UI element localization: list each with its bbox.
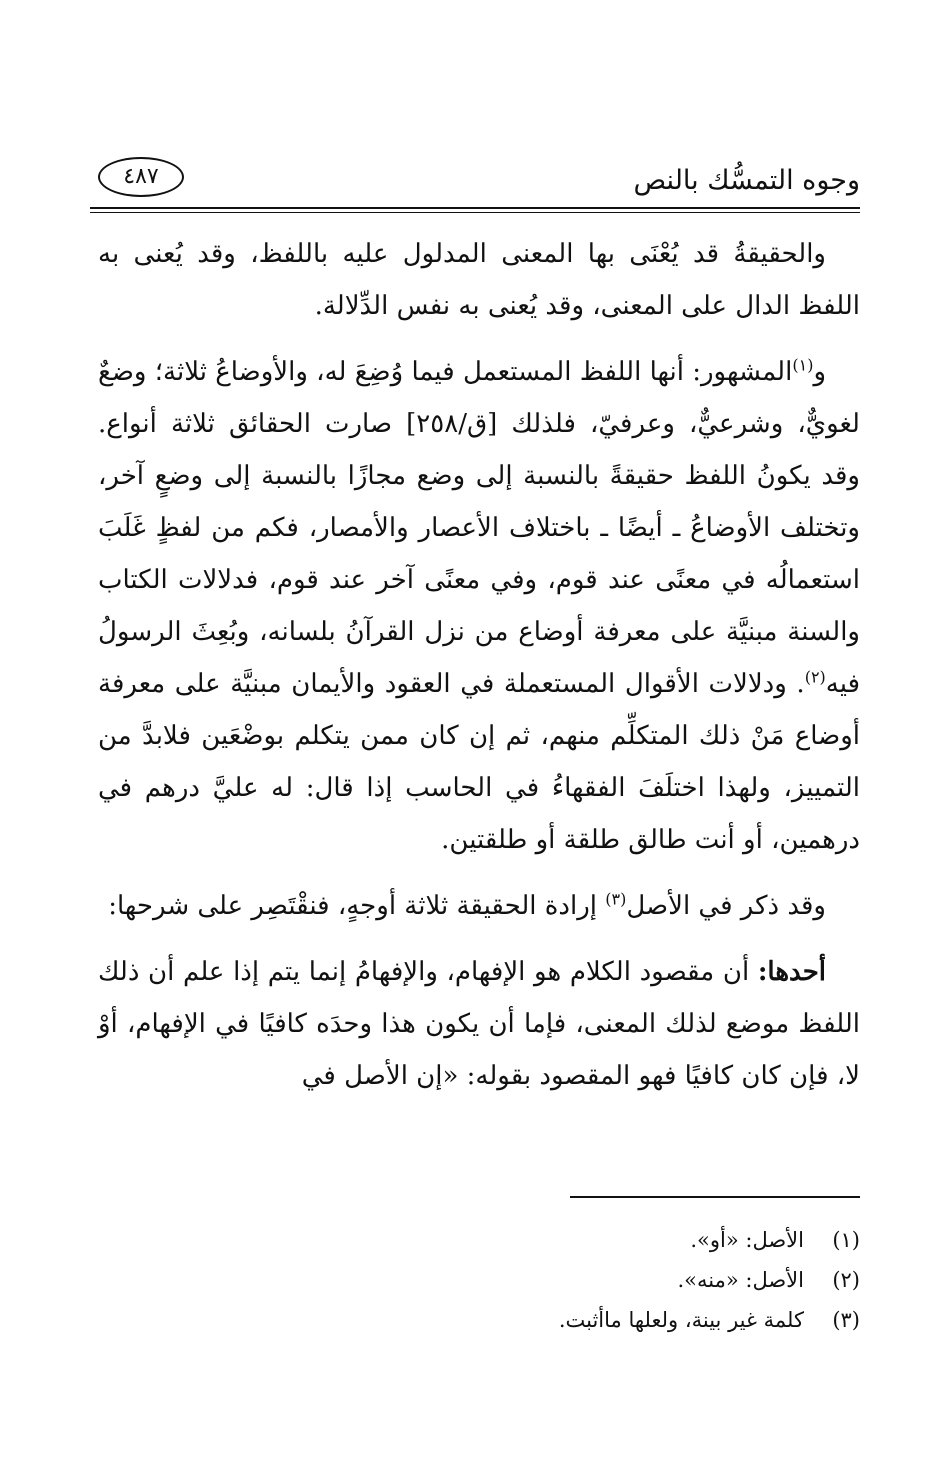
footnote-divider — [570, 1196, 860, 1198]
paragraph-3 — [98, 880, 860, 932]
paragraph-2 — [98, 346, 860, 866]
footnotes — [300, 1220, 860, 1340]
paragraph-1: والحقيقةُ قد يُعْنَى بها المعنى المدلول عليه باللفظ، وقد يُعنى به اللفظ الدال على المعنى، وقد يُعنى به نفس الدِّلالة. — [98, 239, 860, 321]
page-number: ٤٨٧ — [123, 164, 159, 189]
main-text — [98, 228, 860, 1102]
footnote-number: (٣) — [832, 1308, 860, 1332]
footnote-item — [300, 1300, 860, 1340]
header-divider-thick — [90, 207, 860, 209]
footnote-ref-1: (١) — [792, 355, 814, 375]
footnote-ref-2: (٢) — [804, 667, 826, 687]
running-title: وجوه التمسُّك بالنص — [633, 165, 860, 196]
footnote-text: الأصل: «أو». — [690, 1228, 804, 1252]
paragraph-4 — [98, 946, 860, 1102]
footnote-item — [300, 1260, 860, 1300]
footnote-text: الأصل: «منه». — [677, 1268, 804, 1292]
header-divider-thin — [90, 212, 860, 213]
paragraph-2-middle: المشهور: أنها اللفظ المستعمل فيما وُضِعَ له، والأوضاعُ ثلاثة؛ وضعٌ لغويٌّ، وشرعيٌّ، وعرفيّ، فلذلك [ق/٢٥٨] صارت الحقائق ثلاثة أنواع. وقد يكونُ اللفظ حقيقةً بالنسبة إلى وضع مجازًا بالنسبة إلى وضعٍ آخر، وتختلف الأوضاعُ ـ أيضًا ـ باختلاف الأعصار والأمصار، فكم من لفظٍ غَلَبَ استعمالُه في معنًى عند قوم، وفي معنًى آخر عند قوم، فدلالات الكتاب والسنة مبنيَّة على معرفة أوضاع من نزل القرآنُ بلسانه، وبُعِثَ الرسولُ فيه — [98, 357, 860, 699]
paragraph-3-start: وقد ذكر في الأصل — [626, 891, 826, 921]
paragraph-4-lead: أحدها: — [757, 957, 826, 987]
footnote-number: (١) — [832, 1228, 860, 1252]
footnote-item — [300, 1220, 860, 1260]
paragraph-4-rest: أن مقصود الكلام هو الإفهام، والإفهامُ إنما يتم إذا علم أن ذلك اللفظ موضع لذلك المعنى، فإما أن يكون هذا وحدَه كافيًا في الإفهام، أوْ لا، فإن كان كافيًا فهو المقصود بقوله: «إن الأصل في — [98, 957, 860, 1091]
paragraph-2-end: . ودلالات الأقوال المستعملة في العقود والأيمان مبنيَّة على معرفة أوضاع مَنْ ذلك المتكلِّم منهم، ثم إن كان ممن يتكلم بوضْعَين فلابدَّ من التمييز، ولهذا اختلَفَ الفقهاءُ في الحاسب إذا قال: له عليَّ درهم في درهمين، أو أنت طالق طلقة أو طلقتين. — [98, 669, 860, 855]
paragraph-3-end: إرادة الحقيقة ثلاثة أوجهٍ، فنقْتَصِر على شرحها: — [108, 891, 606, 921]
paragraph-2-start: و — [813, 357, 826, 387]
page-number-badge — [98, 157, 184, 197]
footnote-text: كلمة غير بينة، ولعلها ماأثبت. — [558, 1308, 804, 1332]
footnote-ref-3: (٣) — [605, 889, 627, 909]
page-header — [90, 155, 860, 205]
footnote-number: (٢) — [832, 1268, 860, 1292]
